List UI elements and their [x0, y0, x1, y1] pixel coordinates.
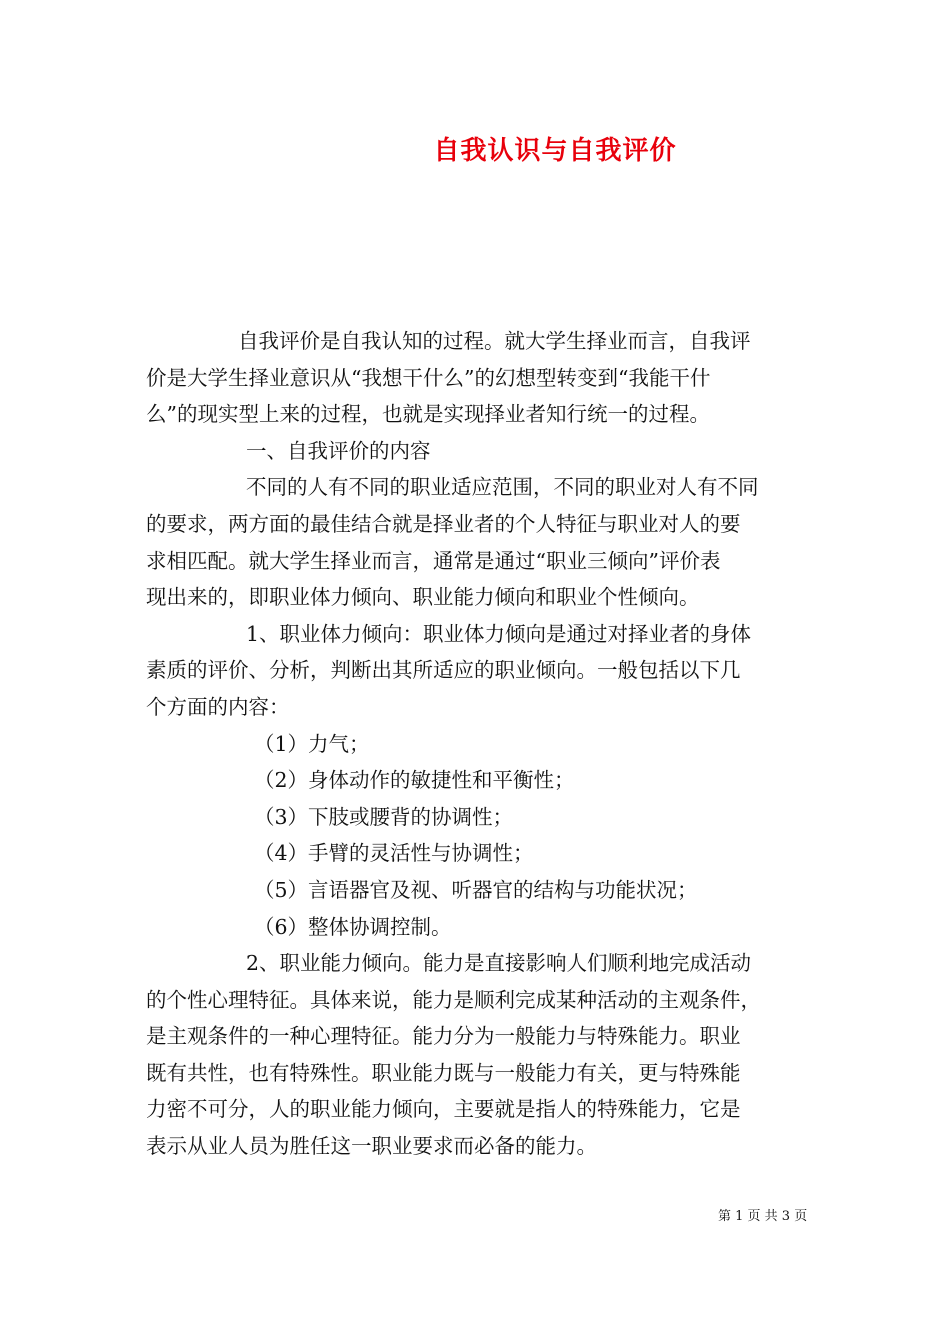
- paragraph-line: 价是大学生择业意识从“我想干什么”的幻想型转变到“我能干什: [146, 365, 711, 390]
- paragraph-line: 既有共性，也有特殊性。职业能力既与一般能力有关，更与特殊能: [146, 1060, 741, 1085]
- page-number: 第 1 页 共 3 页: [718, 1209, 808, 1224]
- paragraph-line: 的个性心理特征。具体来说，能力是顺利完成某种活动的主观条件，: [146, 987, 761, 1012]
- section-heading: 一、自我评价的内容: [246, 438, 431, 463]
- paragraph-line: 的要求，两方面的最佳结合就是择业者的个人特征与职业对人的要: [146, 511, 741, 536]
- paragraph-line: 自我评价是自我认知的过程。就大学生择业而言，自我评: [238, 329, 751, 353]
- list-item: （5）言语器官及视、听器官的结构与功能状况；: [254, 877, 698, 902]
- paragraph-line: 2、职业能力倾向。能力是直接影响人们顺利地完成活动: [246, 951, 752, 976]
- paragraph-line: 是主观条件的一种心理特征。能力分为一般能力与特殊能力。职业: [146, 1024, 741, 1049]
- document-title: 自我认识与自我评价: [433, 136, 677, 166]
- paragraph-line: 素质的评价、分析，判断出其所适应的职业倾向。一般包括以下几: [146, 658, 741, 683]
- paragraph-line: 1、职业体力倾向：职业体力倾向是通过对择业者的身体: [246, 621, 752, 646]
- paragraph-line: 现出来的，即职业体力倾向、职业能力倾向和职业个性倾向。: [146, 585, 700, 610]
- list-item: （2）身体动作的敏捷性和平衡性；: [254, 768, 575, 793]
- paragraph-line: 不同的人有不同的职业适应范围，不同的职业对人有不同: [246, 475, 759, 500]
- paragraph-line: 力密不可分，人的职业能力倾向，主要就是指人的特殊能力，它是: [146, 1097, 741, 1122]
- list-item: （6）整体协调控制。: [254, 914, 452, 939]
- list-item: （3）下肢或腰背的协调性；: [254, 804, 514, 829]
- list-item: （1）力气；: [254, 731, 370, 756]
- paragraph-line: 个方面的内容：: [146, 694, 290, 719]
- paragraph-line: 表示从业人员为胜任这一职业要求而必备的能力。: [146, 1134, 597, 1159]
- list-item: （4）手臂的灵活性与协调性；: [254, 841, 534, 866]
- document-body: [146, 323, 810, 1165]
- paragraph-line: 求相匹配。就大学生择业而言，通常是通过“职业三倾向”评价表: [146, 548, 721, 573]
- paragraph-line: 么”的现实型上来的过程，也就是实现择业者知行统一的过程。: [146, 402, 710, 427]
